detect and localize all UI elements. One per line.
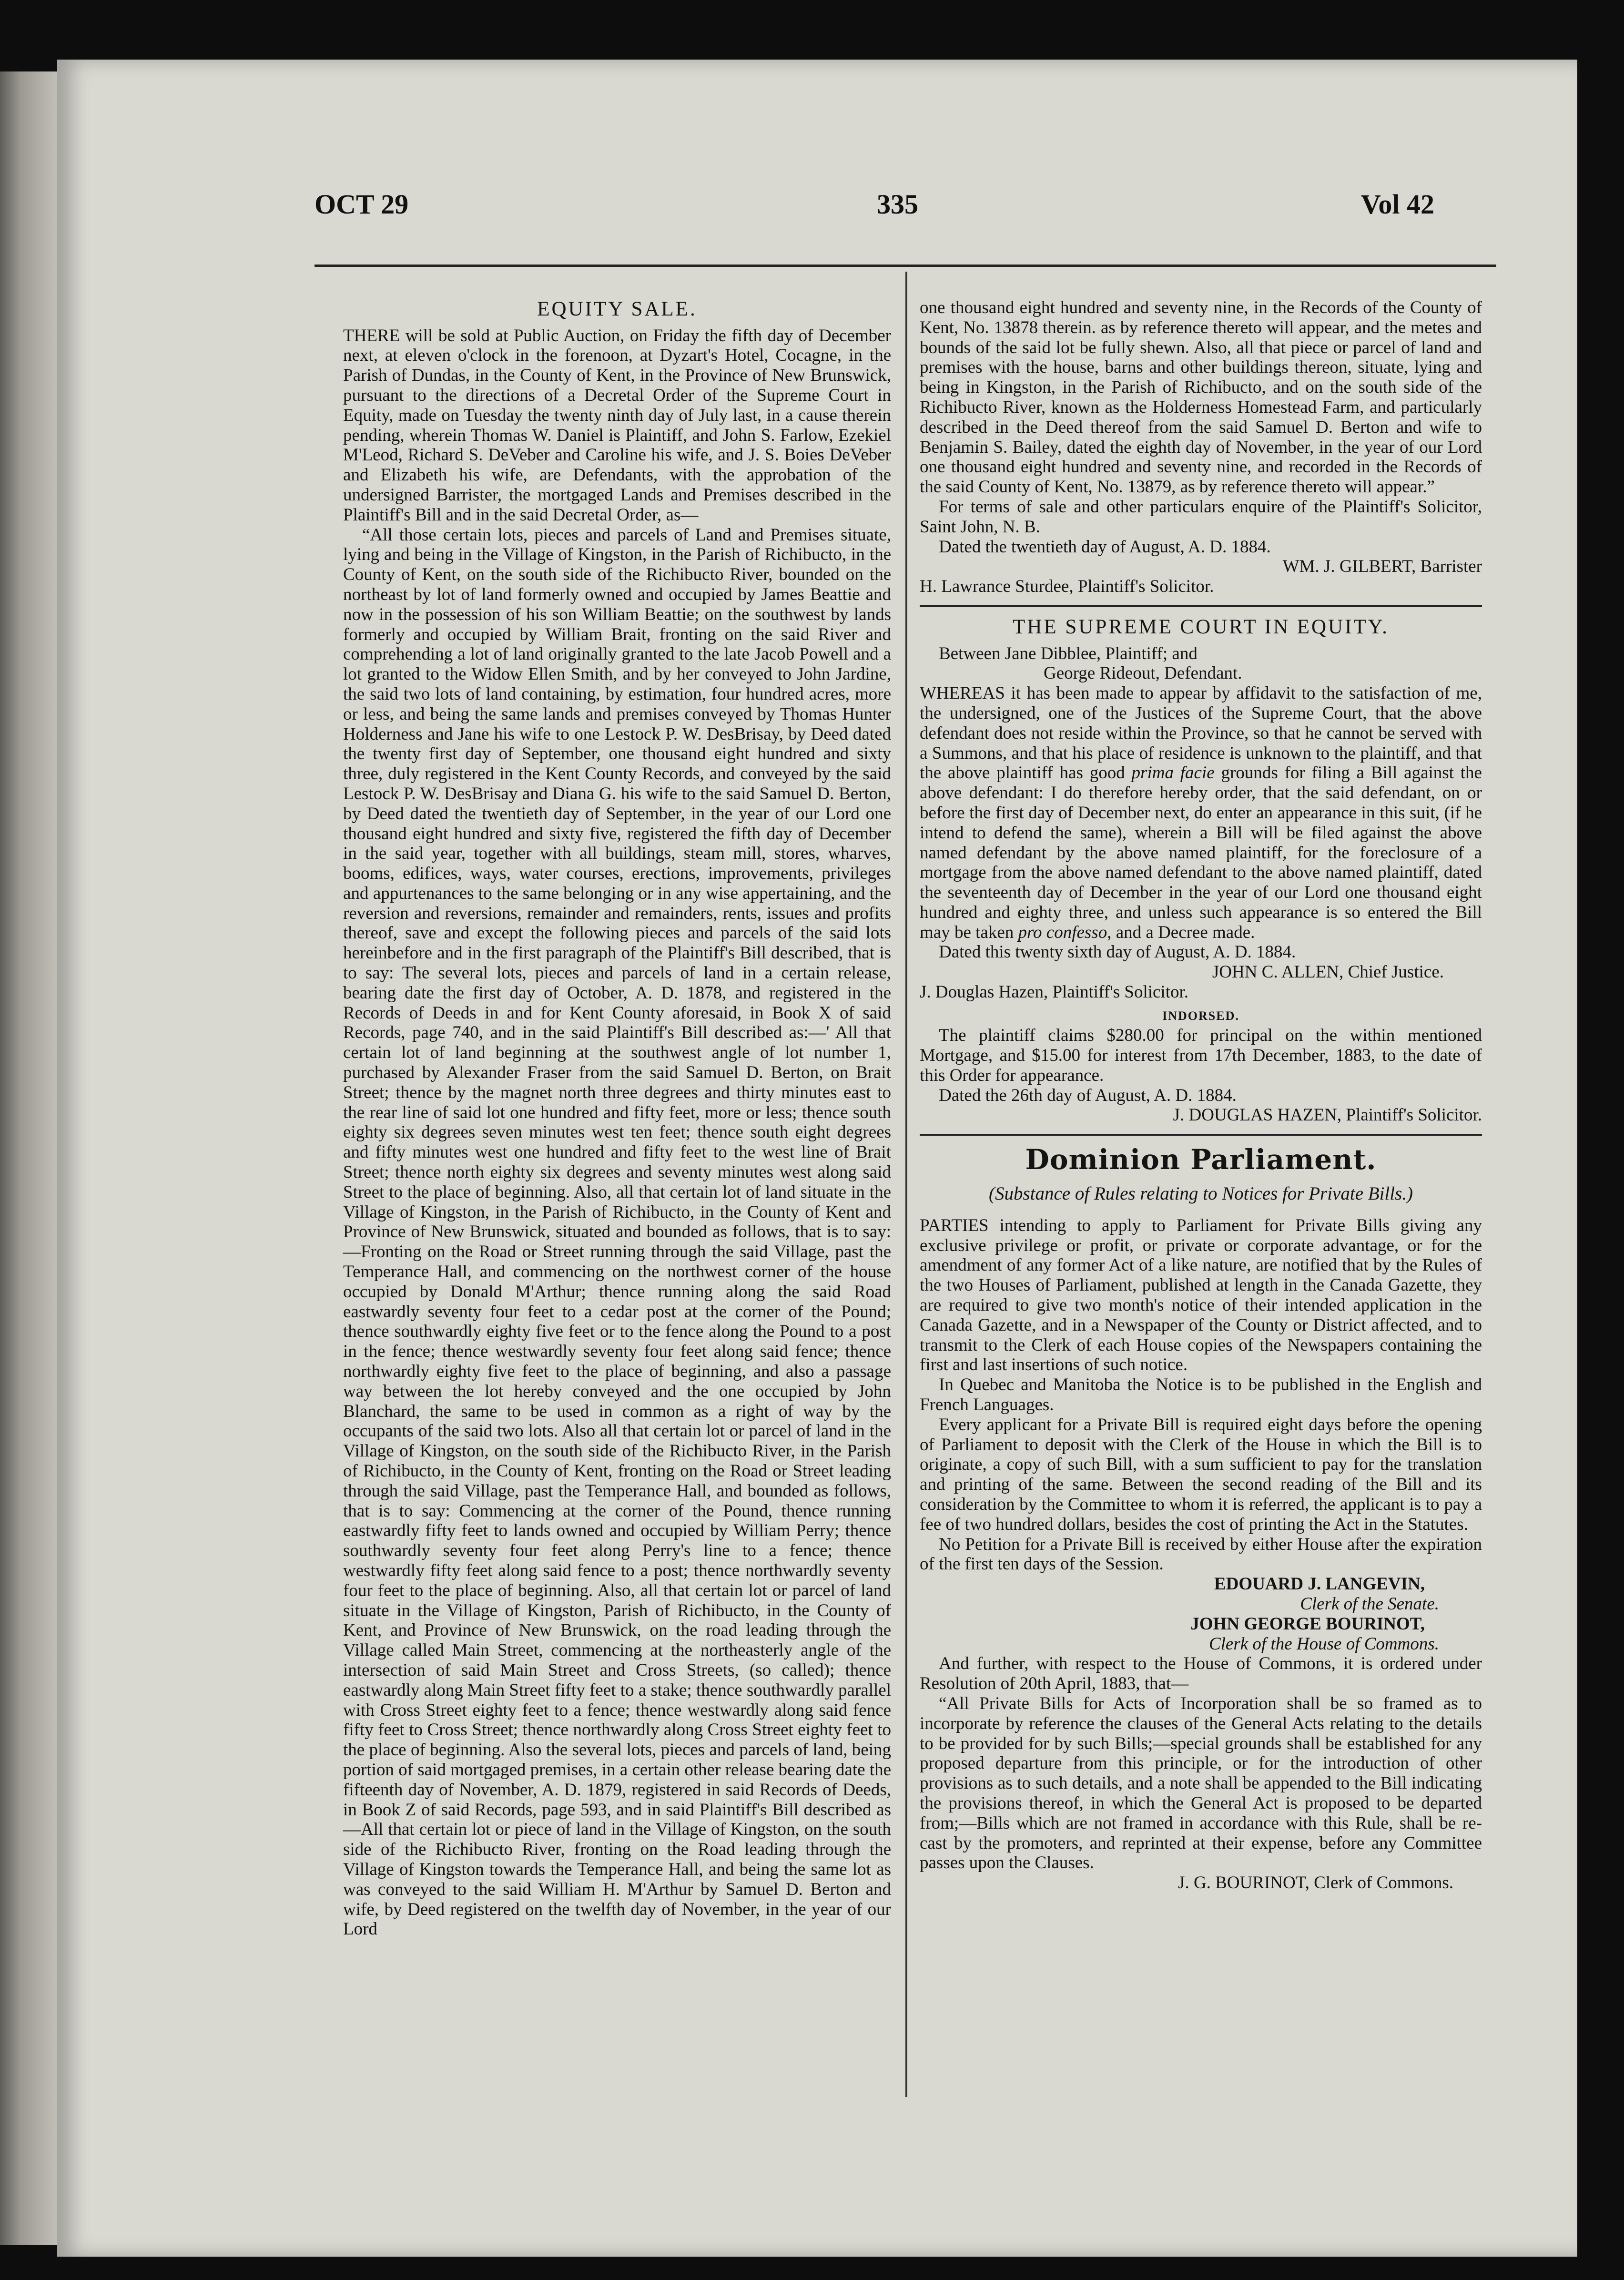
barrister-signature: WM. J. GILBERT, Barrister bbox=[1282, 557, 1482, 577]
dominion-parliament-title: Dominion Parliament. bbox=[1025, 1143, 1377, 1176]
dominion-paragraph: And further, with respect to the House of Commons, it is ordered under Resolution of 20th April, 1883, that— bbox=[920, 1654, 1482, 1694]
gazette-page bbox=[57, 60, 1577, 2257]
equity-sale-paragraph: one thousand eight hundred and seventy nine, in the Records of the County of Kent, No. 13878 therein. as by reference thereto will appear, and the metes and bounds of the said lot be fully shewn. Also, all that piece or parcel of land and premises with the house, barns and other buildings thereon, situate, lying and being in Kingston, in the Parish of Richibucto, and on the south side of the Richibucto River, known as the Holderness Homestead Farm, and particularly described in the Deed thereof from the said Samuel D. Berton and wife to Benjamin S. Bailey, dated the eighth day of November, in the year of our Lord one thousand eight hundred and seventy nine, and recorded in the Records of the said County of Kent, No. 13879, as by reference thereto will appear.” bbox=[920, 298, 1482, 497]
equity-sale-paragraph: “All those certain lots, pieces and parcels of Land and Premises situate, lying and being in the Village of Kingston, in the Parish of Richibucto, in the County of Kent, on the south side of the Richibucto River, bounded on the northeast by lot of land formerly owned and occupied by James Beattie and now in the possession of his son William Beattie; on the southwest by lands formerly and occupied by William Brait, fronting on the said River and comprehending a lot of land originally granted to the late Jacob Powell and a lot granted to the Widow Ellen Smith, and by her conveyed to John Jardine, the said two lots of land containing, by estimation, four hundred acres, more or less, and being the same lands and premises conveyed by Thomas Hunter Holderness and Jane his wife to one Lestock P. W. DesBrisay, by Deed dated the twenty first day of September, one thousand eight hundred and sixty three, duly registered in the Kent County Records, and conveyed by the said Lestock P. W. DesBrisay and Diana G. his wife to the said Samuel D. Berton, by Deed dated the twentieth day of September, in the year of our Lord one thousand eight hundred and sixty five, registered the fifth day of December in the said year, together with all buildings, steam mill, stores, wharves, booms, edifices, ways, water courses, erections, improvements, privileges and appurtenances to the same belonging or in any wise appertaining, and the reversion and reversions, remainder and remainders, rents, issues and profits thereof, save and except the following pieces and parcels of the said lots hereinbefore and in the first paragraph of the Plaintiff's Bill described, that is to say: The several lots, pieces and parcels of land in a certain release, bearing date the first day of October, A. D. 1878, and registered in the Records of Deeds in and for Kent County aforesaid, in Book X of said Records, page 740, and in the said Plaintiff's Bill described as:—' All that certain lot of land beginning at the southwest angle of lot number 1, purchased by Alexander Fraser from the said Samuel D. Berton, on Brait Street; thence by the magnet north three degrees and thirty minutes east to the rear line of said lot one hundred and fifty feet, more or less; thence south eighty six degrees seven minutes west ten feet; thence south eight degrees and fifty minutes west one hundred and fifty feet to the west line of Brait Street; thence north eighty six degrees and seventy minutes west along said Street to the place of beginning. Also, all that certain lot of land situate in the Village of Kingston, in the Parish of Richibucto, in the County of Kent and Province of New Brunswick, situated and bounded as follows, that is to say:—Fronting on the Road or Street running through the said Village, past the Temperance Hall, and commencing on the northwest corner of the house occupied by Donald M'Arthur; thence running along the said Road eastwardly seventy four feet to a cedar post at the corner of the Pound; thence southwardly eighty five feet or to the fence along the Pound to a post in the fence; thence westwardly seventy four feet along said fence; thence northwardly eighty five feet to the place of beginning, and also a passage way between the lot hereby conveyed and the one occupied by John Blanchard, the same to be used in common as a right of way by the occupants of the said two lots. Also all that certain lot or parcel of land in the Village of Kingston, on the south side of the Richibucto River, in the Parish of Richibucto, in the County of Kent, fronting on the Road or Street leading through the said Village, past the Temperance Hall, and bounded as follows, that is to say: Commencing at the corner of the Pound, thence running eastwardly fifty feet to lands owned and occupied by William Perry; thence southwardly seventy four feet along Perry's line to a fence; thence westwardly fifty feet along said fence to a post; thence northwardly seventy four feet to the place of beginning. Also, all that certain lot or parcel of land situate in the Village of Kingston, Parish of Richibucto, in the County of Kent, and Province of New Brunswick, on the road leading through the Village called Main Street, commencing at the northeasterly angle of the intersection of said Main Street and Cross Streets, (so called); thence eastwardly along Main Street fifty feet to a stake; thence southwardly parallel with Cross Street eighty feet to a fence; thence westwardly along said fence fifty feet to Cross Street; thence northwardly along Cross Street eighty feet to the place of beginning. Also the several lots, pieces and parcels of land, being portion of said mortgaged premises, in a certain other release bearing date the fifteenth day of November, A. D. 1879, registered in said Records of Deeds, in Book Z of said Records, page 593, and in said Plaintiff's Bill described as—All that certain lot or piece of land in the Village of Kingston, on the south side of the Richibucto River, fronting on the Road leading through the Village of Kingston towards the Temperance Hall, and being the same lot as was conveyed to the said William H. M'Arthur by Samuel D. Berton and wife, by Deed registered on the twelfth day of November, in the year of our Lord bbox=[343, 525, 891, 1939]
court-order-body bbox=[920, 683, 1482, 942]
dominion-subtitle: (Substance of Rules relating to Notices for Private Bills.) bbox=[988, 1183, 1413, 1204]
court-order-italic: pro confesso bbox=[1018, 922, 1107, 942]
sale-solicitor: H. Lawrance Sturdee, Plaintiff's Solicitor. bbox=[920, 577, 1214, 597]
commons-clerk-name: JOHN GEORGE BOURINOT, bbox=[1190, 1614, 1425, 1634]
dominion-paragraph: Every applicant for a Private Bill is required eight days before the opening of Parliament to deposit with the Clerk of the House in which the Bill is to originate, a copy of such Bill, with a sum sufficient to pay for the translation and printing of the same. Between the second reading of the Bill and its consideration by the Committee to whom it is referred, the applicant is to pay a fee of two hundred dollars, besides the cost of printing the Act in the Statutes. bbox=[920, 1415, 1482, 1534]
equity-sale-title: EQUITY SALE. bbox=[537, 298, 697, 320]
page-header bbox=[315, 188, 1434, 245]
section-divider bbox=[920, 1134, 1482, 1136]
court-order-text: , and a Decree made. bbox=[1107, 922, 1255, 942]
justice-signature: JOHN C. ALLEN, Chief Justice. bbox=[1212, 962, 1444, 982]
court-order-text: grounds for filing a Bill against the above defendant: I do therefore hereby order, that the said defendant, on or before the first day of December next, do enter an appearance in this suit, (if he intend to defend the same), wherein a Bill will be filed against the above named defendant by the above named plaintiff, for the foreclosure of a mortgage from the above named defendant to the above named plaintiff, dated the seventeenth day of December in the year of our Lord one thousand eight hundred and eighty three, and unless such appearance is so entered the Bill may be taken bbox=[920, 763, 1482, 942]
court-order-text: WHEREAS it has been made to appear by affidavit to the satisfaction of me, the undersigned, one of the Justices of the Supreme Court, that the above defendant does not reside within the Province, so that he cannot be served with a Summons, and that his place of residence is unknown to the plaintiff, and that the above plaintiff has good bbox=[920, 683, 1482, 783]
header-date: OCT 29 bbox=[315, 189, 409, 220]
book-binding bbox=[0, 71, 67, 2245]
dominion-paragraph: PARTIES intending to apply to Parliament for Private Bills giving any exclusive privilege or profit, or private or corporate advantage, or for the amendment of any former Act of a like nature, are notified that by the Rules of the two Houses of Parliament, published at length in the Canada Gazette, they are required to give two month's notice of their intended application in the Canada Gazette, and in a Newspaper of the County or District affected, and to transmit to the Clerk of each House copies of the Newspapers containing the first and last insertions of such notice. bbox=[920, 1215, 1482, 1375]
indorsed-dated: Dated the 26th day of August, A. D. 1884. bbox=[939, 1085, 1237, 1105]
equity-sale-paragraph: For terms of sale and other particulars enquire of the Plaintiff's Solicitor, Saint John, N. B. bbox=[920, 497, 1482, 537]
dominion-paragraph: In Quebec and Manitoba the Notice is to be published in the English and French Languages. bbox=[920, 1375, 1482, 1415]
equity-sale-paragraph: Dated the twentieth day of August, A. D. 1884. bbox=[939, 537, 1271, 557]
commons-clerk-role: Clerk of the House of Commons. bbox=[1208, 1634, 1439, 1654]
volume-label: Vol 42 bbox=[1360, 189, 1434, 220]
court-order-dated: Dated this twenty sixth day of August, A. D. 1884. bbox=[939, 942, 1296, 962]
dominion-paragraph: “All Private Bills for Acts of Incorporation shall be so framed as to incorporate by reference the clauses of the General Acts relating to the details to be provided for by such Bills;—special grounds shall be established for any proposed departure from this principle, or for the introduction of other provisions as to such details, and a note shall be appended to the Bill indicating the provisions thereof, in which the General Act is proposed to be departed from;—Bills which are not framed in accordance with this Rule, shall be re-cast by the promoters, and reprinted at their expense, before any Committee passes upon the Clauses. bbox=[920, 1693, 1482, 1873]
senate-clerk-name: EDOUARD J. LANGEVIN, bbox=[1214, 1574, 1425, 1594]
section-divider bbox=[920, 605, 1482, 607]
indorsed-label: INDORSED. bbox=[1162, 1008, 1239, 1023]
left-column bbox=[343, 298, 891, 1939]
indorsed-body: The plaintiff claims $280.00 for principal on the within mentioned Mortgage, and $15.00 for interest from 17th December, 1883, to the date of this Order for appearance. bbox=[920, 1026, 1482, 1085]
court-order-italic: prima facie bbox=[1131, 763, 1215, 783]
dominion-paragraph: No Petition for a Private Bill is received by either House after the expiration of the first ten days of the Session. bbox=[920, 1534, 1482, 1574]
senate-clerk-role: Clerk of the Senate. bbox=[1300, 1594, 1439, 1614]
equity-sale-paragraph: THERE will be sold at Public Auction, on Friday the fifth day of December next, at eleven o'clock in the forenoon, at Dyzart's Hotel, Cocagne, in the Parish of Dundas, in the County of Kent, in the Province of New Brunswick, pursuant to the directions of a Decretal Order of the Supreme Court in Equity, made on Tuesday the twenty ninth day of July last, in a cause therein pending, wherein Thomas W. Daniel is Plaintiff, and John S. Farlow, Ezekiel M'Leod, Richard S. DeVeber and Caroline his wife, and J. S. Boies DeVeber and Elizabeth his wife, are Defendants, with the approbation of the undersigned Barrister, the mortgaged Lands and Premises described in the Plaintiff's Bill and in the said Decretal Order, as— bbox=[343, 326, 891, 525]
right-column bbox=[920, 298, 1482, 1893]
column-divider bbox=[905, 272, 907, 2097]
indorsed-signature: J. DOUGLAS HAZEN, Plaintiff's Solicitor. bbox=[1173, 1105, 1482, 1125]
header-rule bbox=[315, 265, 1496, 267]
between-parties: Between Jane Dibblee, Plaintiff; and bbox=[939, 643, 1198, 663]
final-signature: J. G. BOURINOT, Clerk of Commons. bbox=[1178, 1873, 1453, 1893]
supreme-court-title: THE SUPREME COURT IN EQUITY. bbox=[1013, 615, 1389, 638]
court-solicitor: J. Douglas Hazen, Plaintiff's Solicitor. bbox=[920, 982, 1189, 1002]
page-number: 335 bbox=[877, 189, 918, 220]
between-defendant: George Rideout, Defendant. bbox=[1044, 663, 1242, 683]
